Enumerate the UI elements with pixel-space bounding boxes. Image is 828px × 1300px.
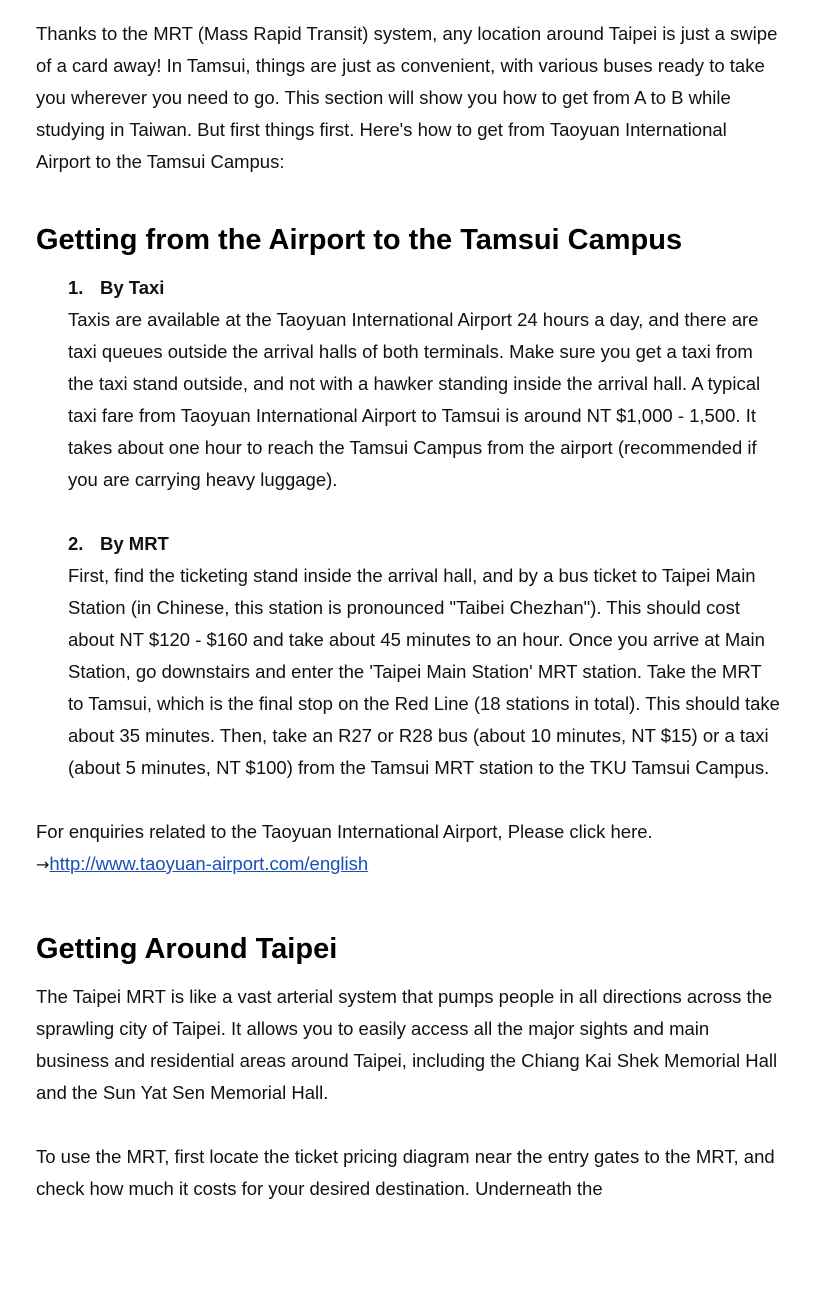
- item-title-label: By MRT: [100, 533, 169, 554]
- item-number: 2.: [68, 533, 84, 554]
- taipei-section-heading: Getting Around Taipei: [36, 933, 338, 965]
- airport-section-heading: Getting from the Airport to the Tamsui Campus: [36, 224, 683, 256]
- item-title-taxi: [68, 272, 781, 304]
- airport-website-link[interactable]: http://www.taoyuan-airport.com/english: [49, 853, 369, 874]
- enquiry-text: For enquiries related to the Taoyuan International Airport, Please click here.: [36, 821, 653, 842]
- list-item-taxi: [68, 272, 781, 496]
- list-item-mrt: [68, 528, 781, 784]
- document-page: [36, 18, 781, 1205]
- item-body-mrt: First, find the ticketing stand inside the arrival hall, and by a bus ticket to Taipei Main Station (in Chinese, this station is pronounced "Taibei Chezhan"). This should cost about NT $120 - $160 and take about 45 minutes to an hour. Once you arrive at Main Station, go downstairs and enter the 'Taipei Main Station' MRT station. Take the MRT to Tamsui, which is the final stop on the Red Line (18 stations in total). This should take about 35 minutes. Then, take an R27 or R28 bus (about 10 minutes, NT $15) or a taxi (about 5 minutes, NT $100) from the Tamsui MRT station to the TKU Tamsui Campus.: [68, 565, 780, 778]
- item-number: 1.: [68, 277, 84, 298]
- paragraph-spacer: [36, 1109, 781, 1141]
- intro-paragraph: Thanks to the MRT (Mass Rapid Transit) system, any location around Taipei is just a swipe of a card away! In Tamsui, things are just as convenient, with various buses ready to take you wherever you need to go. This section will show you how to get from A to B while studying in Taiwan. But first things first. Here's how to get from Taoyuan International Airport to the Tamsui Campus:: [36, 23, 778, 172]
- taipei-paragraph-2: To use the MRT, first locate the ticket pricing diagram near the entry gates to the MRT, and check how much it costs for your desired destination. Underneath the: [36, 1146, 775, 1199]
- taipei-paragraph-1: The Taipei MRT is like a vast arterial system that pumps people in all directions across the sprawling city of Taipei. It allows you to easily access all the major sights and main business and residential areas around Taipei, including the Chiang Kai Shek Memorial Hall and the Sun Yat Sen Memorial Hall.: [36, 986, 778, 1103]
- item-title-mrt: [68, 528, 781, 560]
- item-body-taxi: Taxis are available at the Taoyuan International Airport 24 hours a day, and there are taxi queues outside the arrival halls of both terminals. Make sure you get a taxi from the taxi stand outside, and not with a hawker standing inside the arrival hall. A typical taxi fare from Taoyuan International Airport to Tamsui is around NT $1,000 - 1,500. It takes about one hour to reach the Tamsui Campus from the airport (recommended if you are carrying heavy luggage).: [68, 309, 761, 490]
- airport-link-line: [36, 848, 781, 881]
- item-title-label: By Taxi: [100, 277, 165, 298]
- paragraph-spacer: [36, 784, 781, 816]
- arrow-right-icon: →: [36, 855, 50, 874]
- paragraph-spacer: [36, 496, 781, 528]
